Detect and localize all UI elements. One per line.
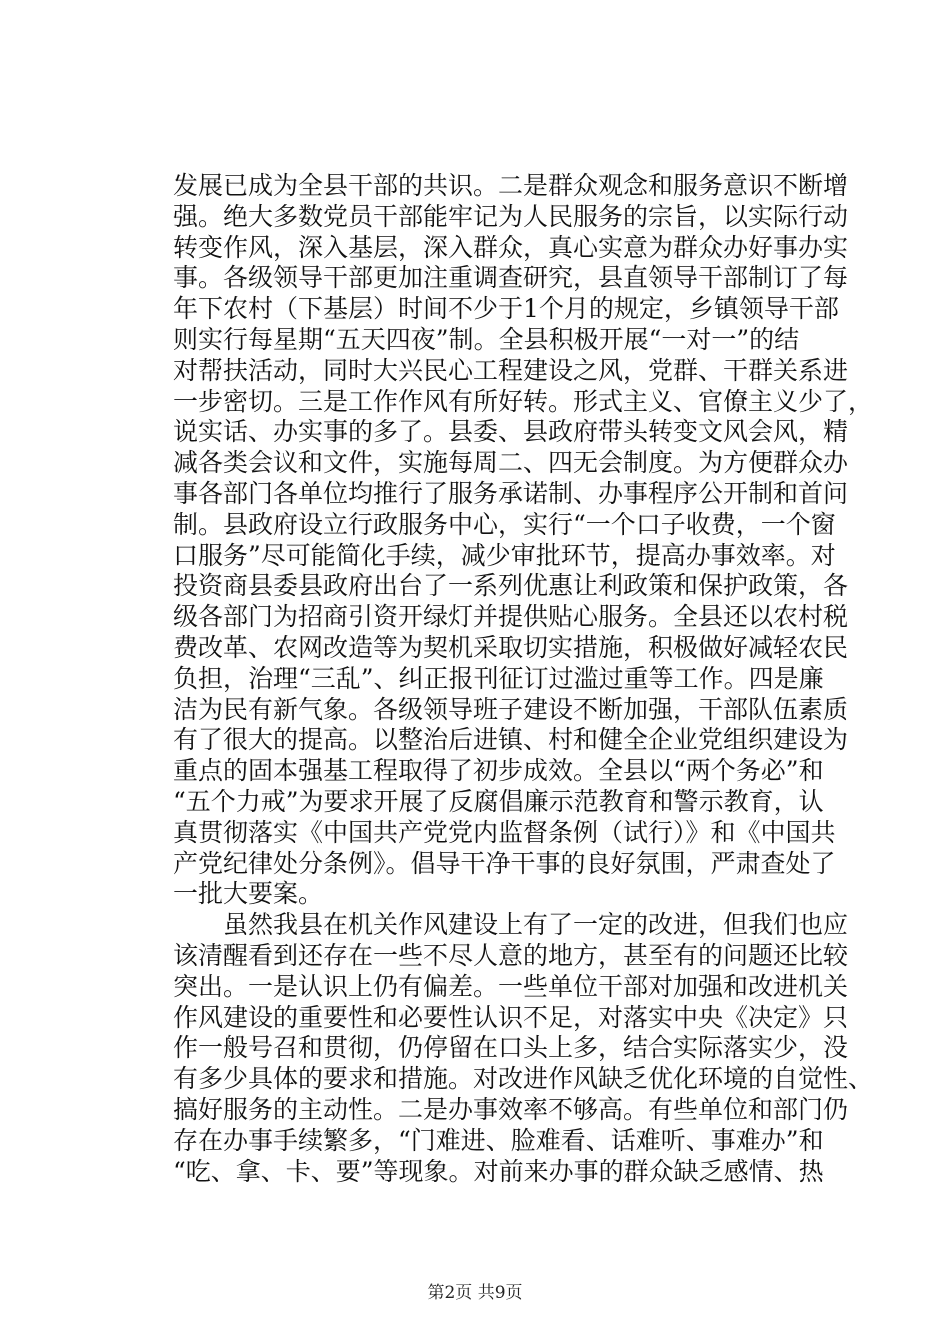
text-line: 该清醒看到还存在一些不尽人意的地方，甚至有的问题还比较 xyxy=(173,940,849,970)
text-line: 对帮扶活动，同时大兴民心工程建设之风，党群、干群关系进 xyxy=(173,355,849,385)
text-line: 有多少具体的要求和措施。对改进作风缺乏优化环境的自觉性、 xyxy=(173,1064,874,1094)
text-line: 减各类会议和文件，实施每周二、四无会制度。为方便群众办 xyxy=(173,448,849,478)
text-line: 发展已成为全县干部的共识。二是群众观念和服务意识不断增 xyxy=(173,171,849,200)
text-line: 作风建设的重要性和必要性认识不足，对落实中央《决定》只 xyxy=(173,1002,849,1032)
text-line: 转变作风，深入基层，深入群众，真心实意为群众办好事办实 xyxy=(173,232,849,262)
text-line: 作一般号召和贯彻，仍停留在口头上多，结合实际落实少，没 xyxy=(173,1033,849,1063)
text-line: 一步密切。三是工作作风有所好转。形式主义、官僚主义少了， xyxy=(173,386,874,416)
text-line: 则实行每星期“五天四夜”制。全县积极开展“一对一”的结 xyxy=(173,324,800,354)
text-line: 洁为民有新气象。各级领导班子建设不断加强，干部队伍素质 xyxy=(173,694,849,724)
text-line: 真贯彻落实《中国共产党党内监督条例（试行）》和《中国共 xyxy=(173,817,836,847)
text-line: 突出。一是认识上仍有偏差。一些单位干部对加强和改进机关 xyxy=(173,971,849,1001)
text-line: 级各部门为招商引资开绿灯并提供贴心服务。全县还以农村税 xyxy=(173,602,849,632)
text-line: 说实话、办实事的多了。县委、县政府带头转变文风会风，精 xyxy=(173,417,849,447)
text-line: 费改革、农网改造等为契机采取切实措施，积极做好减轻农民 xyxy=(173,632,849,662)
text-line: 事。各级领导干部更加注重调查研究，县直领导干部制订了每 xyxy=(173,263,849,293)
text-line: 投资商县委县政府出台了一系列优惠让利政策和保护政策，各 xyxy=(173,571,849,601)
text-line: 重点的固本强基工程取得了初步成效。全县以“两个务必”和 xyxy=(173,756,824,786)
text-line: 一批大要案。 xyxy=(173,879,324,909)
page-footer: 第2页 共9页 xyxy=(427,1283,523,1303)
text-line: 口服务”尽可能简化手续，减少审批环节，提高办事效率。对 xyxy=(173,540,836,570)
text-line: 强。绝大多数党员干部能牢记为人民服务的宗旨，以实际行动 xyxy=(173,201,849,231)
text-line: 事各部门各单位均推行了服务承诺制、办事程序公开制和首问 xyxy=(173,478,849,508)
body-text xyxy=(173,171,874,1187)
text-line: 负担，治理“三乱”、纠正报刊征订过滥过重等工作。四是廉 xyxy=(173,663,824,693)
text-line: 存在办事手续繁多，“门难进、脸难看、话难听、事难办”和 xyxy=(173,1125,824,1155)
text-line: 有了很大的提高。以整治后进镇、村和健全企业党组织建设为 xyxy=(173,725,849,755)
text-line: “五个力戒”为要求开展了反腐倡廉示范教育和警示教育，认 xyxy=(173,786,824,816)
text-line: 搞好服务的主动性。二是办事效率不够高。有些单位和部门仍 xyxy=(173,1094,849,1124)
paragraph-start-line: 虽然我县在机关作风建设上有了一定的改进，但我们也应 xyxy=(223,910,849,940)
text-line: 产党纪律处分条例》。倡导干净干事的良好氛围，严肃查处了 xyxy=(173,848,836,878)
text-line: 制。县政府设立行政服务中心，实行“一个口子收费，一个窗 xyxy=(173,509,836,539)
text-line: 年下农村（下基层）时间不少于1个月的规定，乡镇领导干部 xyxy=(173,294,839,324)
text-line: “吃、拿、卡、要”等现象。对前来办事的群众缺乏感情、热 xyxy=(173,1156,824,1186)
